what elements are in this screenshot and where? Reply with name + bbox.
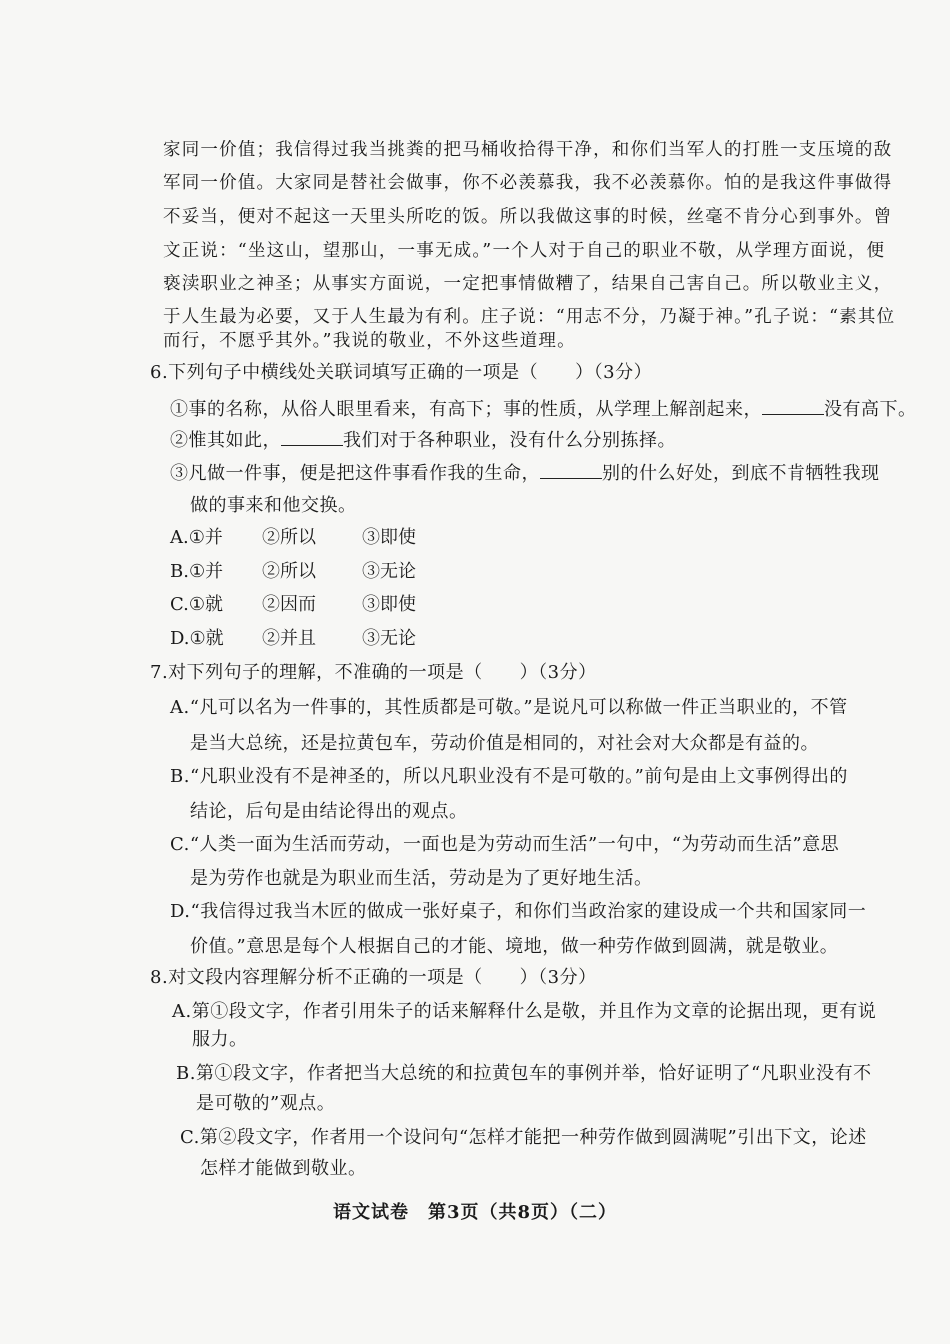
option-part: C.①就 (170, 594, 223, 615)
answer-blank (762, 400, 824, 415)
option-part: A.①并 (170, 527, 223, 548)
option-line: A.第①段文字，作者引用朱子的话来解释什么是敬，并且作为文章的论据出现，更有说 (172, 1001, 877, 1022)
question-sentence-1 (170, 395, 917, 421)
option-part: ③无论 (362, 628, 416, 649)
sentence-text: ①事的名称，从俗人眼里看来，有高下；事的性质，从学理上解剖起来， (170, 399, 762, 420)
option-line: 是为劳作也就是为职业而生活，劳动是为了更好地生活。 (190, 868, 653, 889)
passage-line: 于人生最为必要，又于人生最为有利。庄子说：“用志不分，乃凝于神。”孔子说：“素其位 (163, 307, 896, 327)
sentence-text: 我们对于各种职业，没有什么分别拣择。 (343, 430, 676, 451)
option-line: 服力。 (192, 1029, 248, 1050)
option-d (170, 624, 416, 650)
sentence-text: ③凡做一件事，便是把这件事看作我的生命， (170, 463, 540, 484)
option-part: ②并且 (262, 628, 316, 649)
option-part: ②因而 (262, 594, 316, 615)
passage-line: 而行，不愿乎其外。”我说的敬业，不外这些道理。 (163, 331, 576, 351)
option-line: D.“我信得过我当木匠的做成一张好桌子，和你们当政治家的建设成一个共和国家同一 (170, 901, 867, 922)
answer-blank (540, 464, 602, 479)
question-stem: 6.下列句子中横线处关联词填写正确的一项是（ ）（3分） (150, 362, 653, 383)
option-line: 结论，后句是由结论得出的观点。 (190, 801, 468, 822)
option-part: ③即使 (362, 594, 416, 615)
option-line: 是当大总统，还是拉黄包车，劳动价值是相同的，对社会对大众都是有益的。 (190, 733, 819, 754)
option-c (170, 590, 416, 616)
question-stem: 8.对文段内容理解分析不正确的一项是（ ）（3分） (150, 967, 597, 988)
option-line: 是可敬的”观点。 (196, 1093, 336, 1114)
question-sentence-2 (170, 426, 676, 452)
sentence-text: 别的什么好处，到底不肯牺牲我现 (602, 463, 880, 484)
option-part: B.①并 (170, 561, 224, 582)
passage-line: 文正说：“坐这山，望那山，一事无成。”一个人对于自己的职业不敬，从学理方面说，便 (163, 241, 886, 261)
option-line: B.第①段文字，作者把当大总统的和拉黄包车的事例并举，恰好证明了“凡职业没有不 (176, 1063, 872, 1084)
option-a (170, 523, 416, 549)
option-part: D.①就 (170, 628, 224, 649)
sentence-text: ②惟其如此， (170, 430, 281, 451)
passage-line: 亵渎职业之神圣；从事实方面说，一定把事情做糟了，结果自己害自己。所以敬业主义， (163, 274, 893, 294)
answer-blank (281, 431, 343, 446)
option-part: ③无论 (362, 561, 416, 582)
option-line: C.第②段文字，作者用一个设问句“怎样才能把一种劳作做到圆满呢”引出下文，论述 (180, 1127, 867, 1148)
question-sentence-3 (170, 459, 880, 485)
option-line: C.“人类一面为生活而劳动，一面也是为劳动而生活”一句中，“为劳动而生活”意思 (170, 834, 840, 855)
option-line: B.“凡职业没有不是神圣的，所以凡职业没有不是可敬的。”前句是由上文事例得出的 (170, 766, 848, 787)
passage-line: 军同一价值。大家同是替社会做事，你不必羡慕我，我不必羡慕你。怕的是我这件事做得 (163, 173, 893, 193)
option-part: ②所以 (262, 527, 316, 548)
sentence-text: 没有高下。 (824, 399, 917, 420)
question-stem: 7.对下列句子的理解，不准确的一项是（ ）（3分） (150, 662, 597, 683)
option-line: 价值。”意思是每个人根据自己的才能、境地，做一种劳作做到圆满，就是敬业。 (190, 936, 839, 957)
passage-line: 家同一价值；我信得过我当挑粪的把马桶收拾得干净，和你们当军人的打胜一支压境的敌 (163, 140, 893, 160)
option-b (170, 557, 416, 583)
option-part: ③即使 (362, 527, 416, 548)
option-part: ②所以 (262, 561, 316, 582)
option-line: A.“凡可以名为一件事的，其性质都是可敬。”是说凡可以称做一件正当职业的，不管 (170, 697, 848, 718)
passage-line: 不妥当，便对不起这一天里头所吃的饭。所以我做这事的时候，丝毫不肯分心到事外。曾 (163, 207, 893, 227)
option-line: 怎样才能做到敬业。 (200, 1158, 367, 1179)
page-footer: 语文试卷 第3页（共8页）（二） (332, 1202, 618, 1223)
question-sentence-3-cont: 做的事来和他交换。 (190, 495, 357, 516)
